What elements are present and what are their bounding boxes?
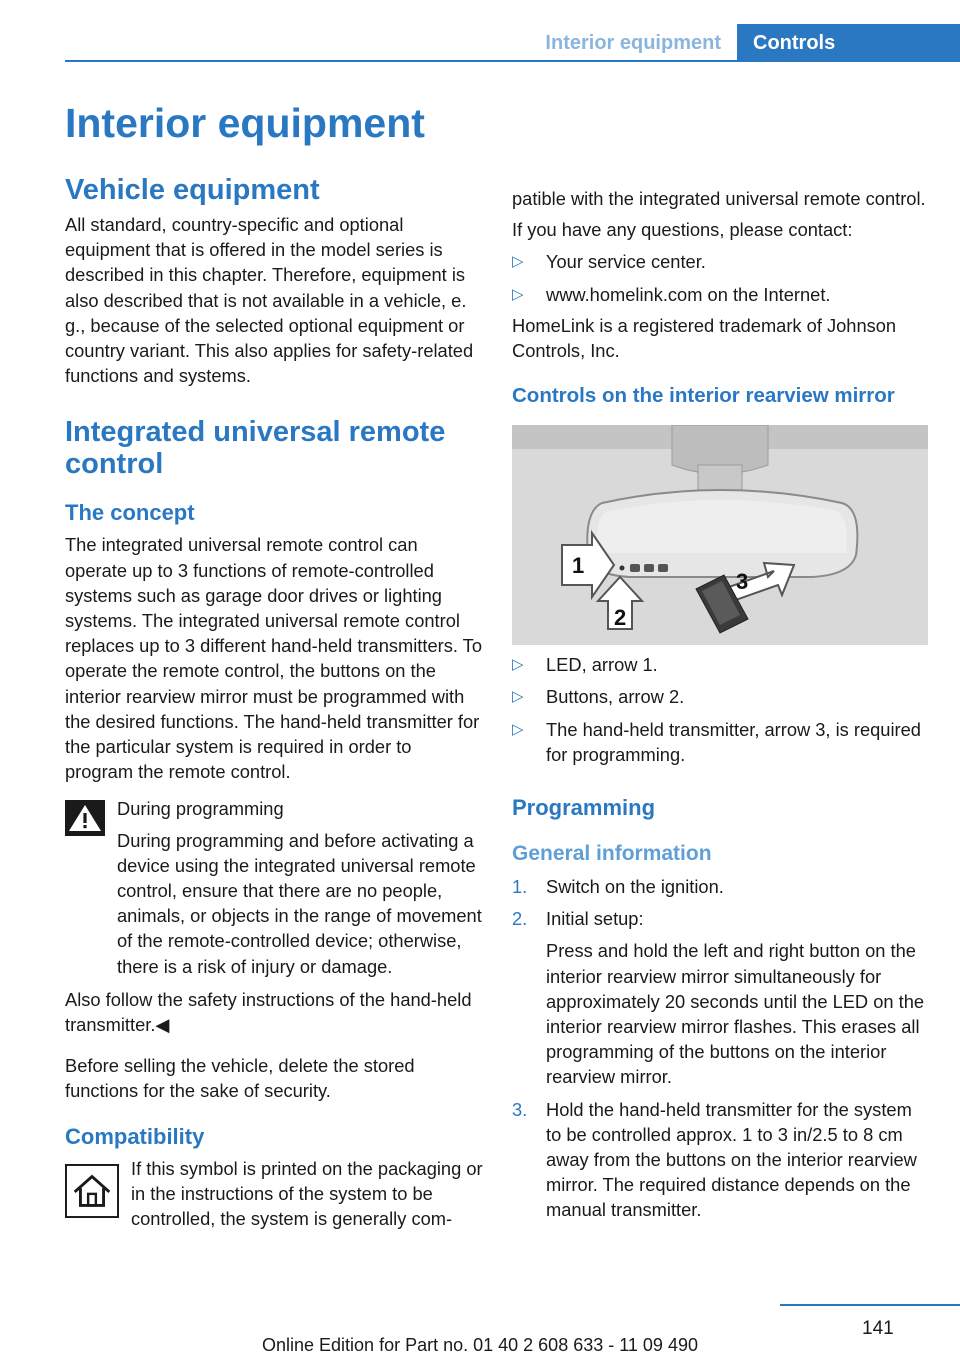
concept-heading: The concept xyxy=(65,500,195,526)
mirror-illustration xyxy=(512,425,928,645)
controls-heading: Controls on the interior rearview mirror xyxy=(512,384,895,408)
vehicle-equipment-body: All standard, country-specific and optional equipment that is offered in the model series is described in this chapter. Therefore, equipment is also described that is not available in a vehicle, e. g., because of the selected optional equipment or country variant. This also applies for safety-related functions and systems. xyxy=(65,214,474,387)
header-tab-controls: Controls xyxy=(737,24,960,62)
list-item: 3. Hold the hand-held transmitter for the system to be controlled approx. 1 to 3 in/2.5 to 8 cm away from the buttons on the interior rearview mirror. The required distance depends on the manual transmitter. xyxy=(512,1098,917,1221)
contact-list xyxy=(512,249,932,306)
list-item: 2. Initial setup: Press and hold the left and right button on the interior rearview mirror simultaneously for approximately 20 seconds until the LED on the interior rearview mirror flashes. This erases all programming of the buttons on the interior rearview mirror. xyxy=(512,906,932,1089)
warning-block xyxy=(65,796,483,978)
right-column xyxy=(512,186,932,1223)
warning-body: During programming and before activating a device using the integrated universal remote control, ensure that there are no people, animals, or objects in the range of movement of the remote-controlled device; otherwise, there is a risk of injury or damage. xyxy=(117,829,482,977)
trademark-text: HomeLink is a registered trademark of Johnson Controls, Inc. xyxy=(512,314,897,362)
list-item: ▷ Your service center. xyxy=(512,249,932,274)
list-item: ▷ Buttons, arrow 2. xyxy=(512,684,932,709)
controls-list xyxy=(512,652,932,767)
compatibility-heading: Compatibility xyxy=(65,1123,205,1149)
vehicle-equipment-heading: Vehicle equipment xyxy=(65,174,320,206)
remote-heading: Integrated universal remote control xyxy=(65,416,446,481)
safety-note: Also follow the safety instructions of the hand-held transmitter.◀ xyxy=(65,988,472,1036)
selling-note: Before selling the vehicle, delete the stored functions for the sake of security. xyxy=(65,1055,415,1102)
figure-label-2: 2 xyxy=(614,605,627,631)
concept-body: The integrated universal remote control can operate up to 3 functions of remote-controlled systems such as garage door drives or lighting systems. The integrated universal remote control replaces up to 3 different hand-held transmitters. To operate the remote control, the buttons on the interior rearview mirror must be programmed with the desired functions. The hand-held transmitter for the particular system is required in order to program the remote control. xyxy=(65,534,482,783)
triangle-bullet-icon: ▷ xyxy=(512,720,524,738)
list-item: ▷ The hand-held transmitter, arrow 3, is required for programming. xyxy=(512,718,921,765)
triangle-bullet-icon: ▷ xyxy=(512,656,524,674)
programming-steps xyxy=(512,874,932,1223)
page-title: Interior equipment xyxy=(65,100,425,146)
figure-label-1: 1 xyxy=(572,553,585,579)
questions-text: If you have any questions, please contact: xyxy=(512,219,853,241)
header-section-label: Interior equipment xyxy=(545,32,721,54)
triangle-bullet-icon: ▷ xyxy=(512,688,524,706)
list-item: ▷ www.homelink.com on the Internet. xyxy=(512,282,932,307)
general-information-heading: General information xyxy=(512,842,712,866)
compatibility-body-start: If this symbol is printed on the packaging or in the instructions of the system to be controlled, the system is generally com- xyxy=(131,1157,483,1230)
triangle-bullet-icon: ▷ xyxy=(512,253,524,271)
left-column xyxy=(65,100,483,1231)
warning-title: During programming xyxy=(117,798,284,820)
warning-icon xyxy=(65,800,105,836)
figure-label-3: 3 xyxy=(736,569,749,595)
list-item: 1. Switch on the ignition. xyxy=(512,876,724,898)
triangle-bullet-icon: ▷ xyxy=(512,285,524,303)
homelink-house-icon xyxy=(65,1164,119,1218)
step-detail: Press and hold the left and right button on the interior rearview mirror simultaneously for approximately 20 seconds until the LED on the interior rearview mirror flashes. This erases all programming of the buttons on the interior rearview mirror. xyxy=(546,940,925,1088)
mirror-figure xyxy=(512,425,928,645)
programming-heading: Programming xyxy=(512,795,656,821)
compatibility-body-end: patible with the integrated universal remote control. xyxy=(512,188,926,209)
compatibility-block xyxy=(65,1156,483,1232)
page-number: 141 xyxy=(862,1318,894,1339)
footer-rule xyxy=(780,1304,960,1306)
edition-text: Online Edition for Part no. 01 40 2 608 633 - 11 09 490 xyxy=(262,1335,698,1355)
list-item: ▷ LED, arrow 1. xyxy=(512,652,932,677)
